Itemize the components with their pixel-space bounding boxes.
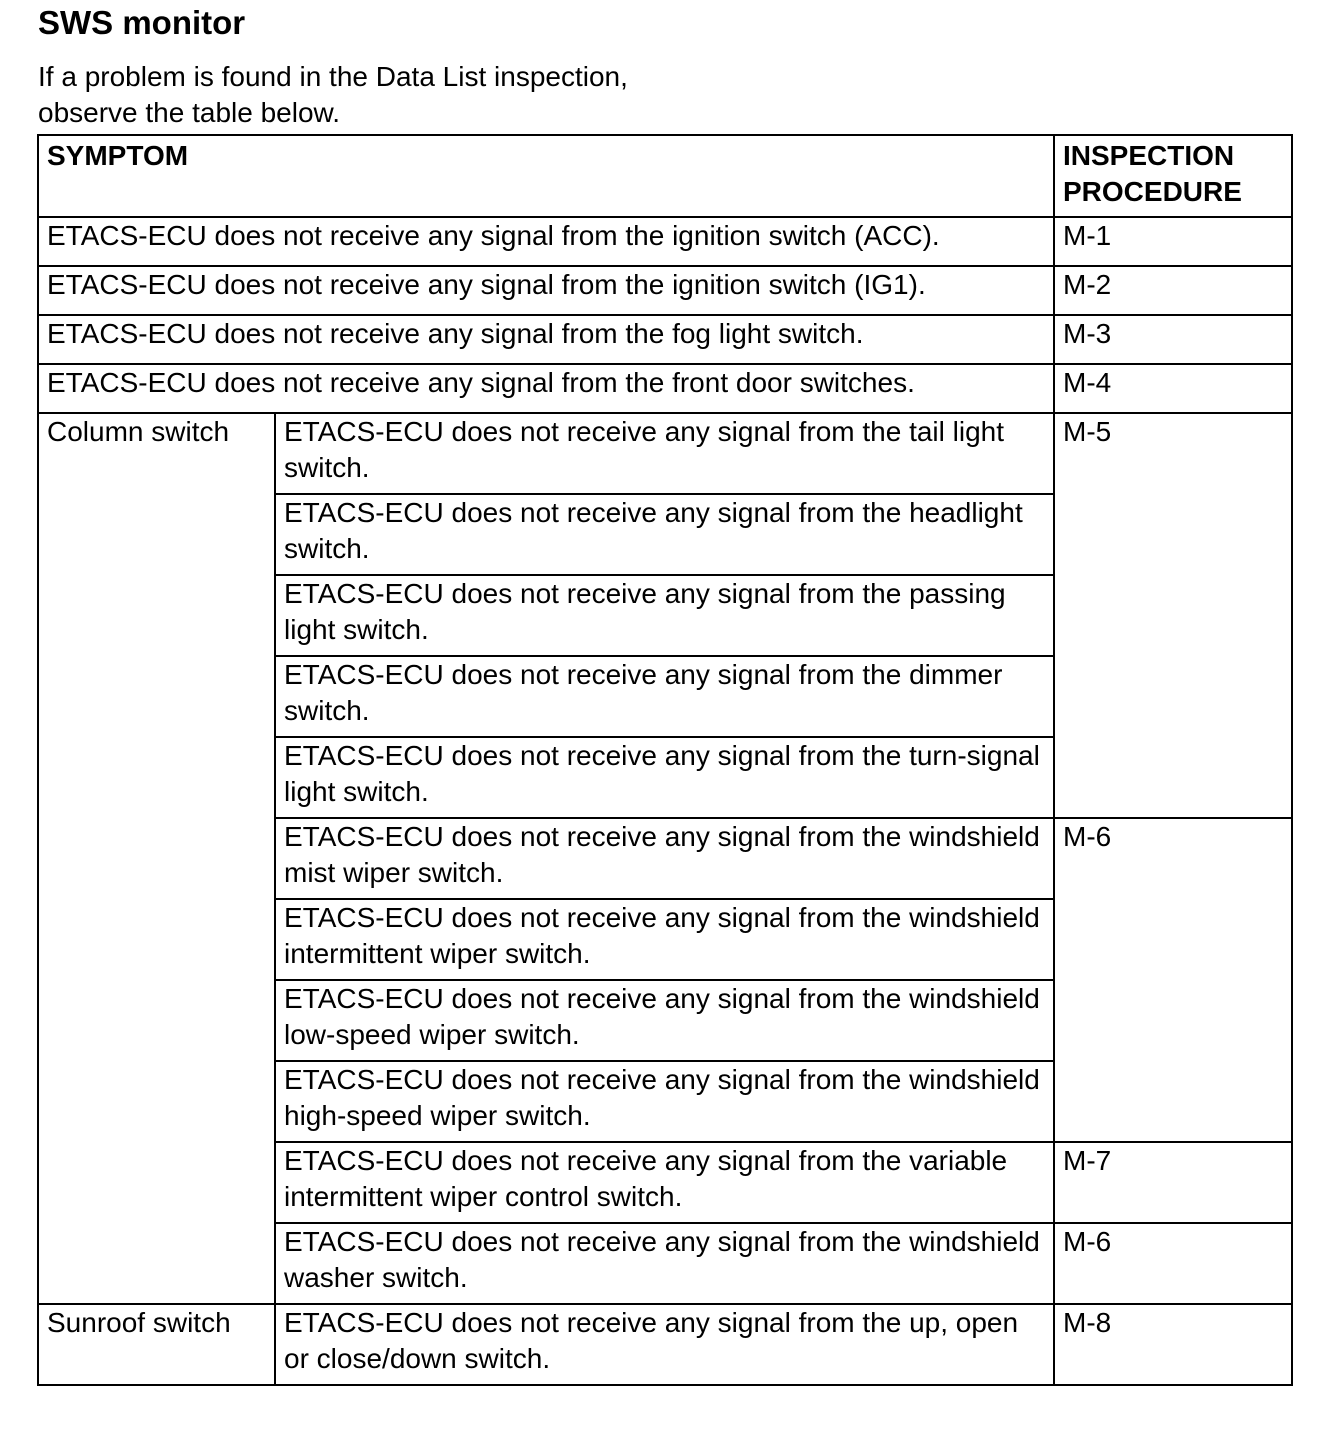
procedure-cell: M-4 [1054,364,1292,413]
procedure-cell: M-3 [1054,315,1292,364]
symptom-cell: ETACS-ECU does not receive any signal from the ignition switch (IG1). [38,266,1054,315]
table-row [38,413,1292,494]
table-row [38,315,1292,364]
group-cell-sunroof-switch: Sunroof switch [38,1304,275,1385]
procedure-cell: M-5 [1054,413,1292,818]
table-row [38,364,1292,413]
table-row [38,217,1292,266]
symptom-cell: ETACS-ECU does not receive any signal from the variable intermittent wiper control switch. [275,1142,1054,1223]
procedure-header [1054,135,1292,217]
symptom-cell: ETACS-ECU does not receive any signal from the windshield mist wiper switch. [275,818,1054,899]
symptom-cell: ETACS-ECU does not receive any signal from the dimmer switch. [275,656,1054,737]
symptom-cell: ETACS-ECU does not receive any signal from the turn-signal light switch. [275,737,1054,818]
symptom-cell: ETACS-ECU does not receive any signal from the windshield low-speed wiper switch. [275,980,1054,1061]
symptom-cell: ETACS-ECU does not receive any signal from the front door switches. [38,364,1054,413]
procedure-cell: M-6 [1054,1223,1292,1304]
group-cell-column-switch: Column switch [38,413,275,1304]
symptom-header: SYMPTOM [38,135,1054,217]
symptom-cell: ETACS-ECU does not receive any signal from the fog light switch. [38,315,1054,364]
procedure-header-line: INSPECTION [1063,140,1235,171]
symptom-cell: ETACS-ECU does not receive any signal from the windshield washer switch. [275,1223,1054,1304]
symptom-cell: ETACS-ECU does not receive any signal from the windshield high-speed wiper switch. [275,1061,1054,1142]
procedure-cell: M-1 [1054,217,1292,266]
procedure-cell: M-6 [1054,818,1292,1142]
table-header-row [38,135,1292,217]
sws-monitor-table [37,134,1293,1386]
intro-line: observe the table below. [38,97,340,128]
procedure-cell: M-2 [1054,266,1292,315]
symptom-cell: ETACS-ECU does not receive any signal from the up, open or close/down switch. [275,1304,1054,1385]
symptom-cell: ETACS-ECU does not receive any signal from the headlight switch. [275,494,1054,575]
symptom-cell: ETACS-ECU does not receive any signal from the passing light switch. [275,575,1054,656]
page-title: SWS monitor [38,4,246,41]
procedure-header-line: PROCEDURE [1063,176,1242,207]
table-row [38,266,1292,315]
table-row [38,1304,1292,1385]
symptom-cell: ETACS-ECU does not receive any signal from the ignition switch (ACC). [38,217,1054,266]
procedure-cell: M-8 [1054,1304,1292,1385]
symptom-cell: ETACS-ECU does not receive any signal from the tail light switch. [275,413,1054,494]
symptom-cell: ETACS-ECU does not receive any signal from the windshield intermittent wiper switch. [275,899,1054,980]
intro-text [38,59,628,131]
intro-line: If a problem is found in the Data List inspection, [38,61,628,92]
procedure-cell: M-7 [1054,1142,1292,1223]
